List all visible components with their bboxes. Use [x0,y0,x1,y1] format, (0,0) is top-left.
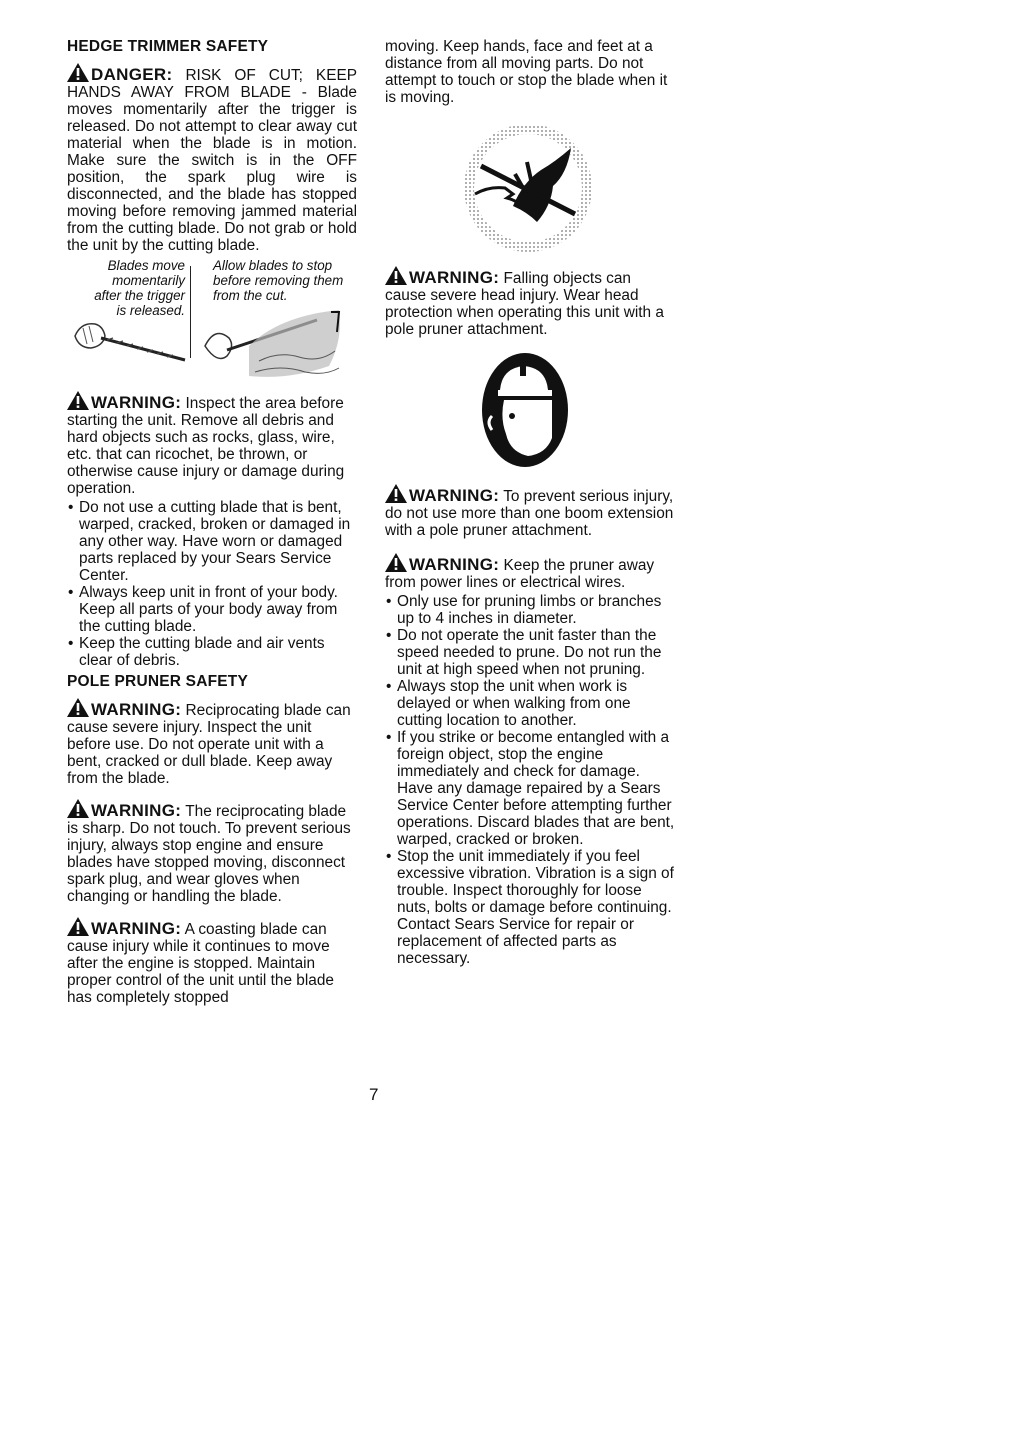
list-item: • Do not operate the unit faster than the speed needed to prune. Do not run the unit at high speed when not pruning. [385,627,675,678]
warning-signal: WARNING: [91,919,182,938]
list-item: • Always stop the unit when work is delayed or when walking from one cutting location to another. [385,678,675,729]
head-warning-block [385,266,675,338]
no-hands-prohibition-icon [453,118,603,258]
inspect-warning-block [67,391,357,497]
power-warning-block [385,553,675,591]
list-item: • Keep the cutting blade and air vents clear of debris. [67,635,357,669]
page-number: 7 [369,1085,379,1104]
head-warning-text: Falling objects can cause severe head injury. Wear head protection when operating this unit with a pole pruner attachment. [385,270,664,338]
hard-hat-icon [480,350,570,470]
alert-triangle-icon [67,63,89,82]
pole-warning-block [67,917,357,1006]
list-item: • Only use for pruning limbs or branches up to 4 inches in diameter. [385,593,675,627]
warning-signal: WARNING: [409,555,500,574]
warning-signal: WARNING: [91,801,182,820]
pole-warning-block [67,698,357,787]
no-hands-figure [385,118,675,258]
alert-triangle-icon [67,917,89,936]
continuation-text: moving. Keep hands, face and feet at a distance from all moving parts. Do not attempt to touch or stop the blade when it is moving. [385,38,668,106]
left-column [67,38,357,1018]
danger-signal: DANGER: [91,65,173,84]
figure-caption-right: Allow blades to stop before removing them from the cut. [213,258,344,303]
blade-in-hedge-illustration [199,306,349,381]
alert-triangle-icon [67,391,89,410]
list-item: • Always keep unit in front of your body. Keep all parts of your body away from the cutting blade. [67,584,357,635]
warning-signal: WARNING: [409,486,500,505]
power-warning-text: Keep the pruner away from power lines or electrical wires. [385,557,655,591]
alert-triangle-icon [67,799,89,818]
pole-pruner-heading: POLE PRUNER SAFETY [67,673,249,690]
pole-warning-text: The reciprocating blade is sharp. Do not touch. To prevent serious injury, always stop engine and ensure blades have stopped moving, disconnect spark plug, and wear gloves when changing or handling the blade. [67,803,351,905]
warning-signal: WARNING: [91,393,182,412]
pole-warning-block [67,799,357,905]
pole-warning-text: Reciprocating blade can cause severe injury. Inspect the unit before use. Do not operate unit with a bent, cracked or dull blade. Keep away from the blade. [67,702,351,787]
hand-on-trimmer-illustration [67,306,197,366]
danger-block [67,63,357,254]
alert-triangle-icon [67,698,89,717]
alert-triangle-icon [385,553,407,572]
list-item: • Stop the unit immediately if you feel excessive vibration. Vibration is a sign of trouble. Inspect thoroughly for loose nuts, bolts or damage before continuing. Contact Sears Service for repair or replacement of affected parts as necessary. [385,848,675,967]
blade-figure [67,258,357,381]
head-protection-figure [385,350,675,478]
boom-warning-block [385,484,675,539]
hedge-trimmer-heading: HEDGE TRIMMER SAFETY [67,38,269,55]
warning-signal: WARNING: [91,700,182,719]
pole-warning-text: A coasting blade can cause injury while it continues to move after the engine is stopped. Maintain proper control of the unit until the blade has completely stopped [67,921,334,1006]
list-item: • If you strike or become entangled with a foreign object, stop the engine immediately and check for damage. Have any damage repaired by a Sears Service Center before attempting further operations. Discard blades that are bent, warped, cracked or broken. [385,729,675,848]
alert-triangle-icon [385,484,407,503]
inspect-warning-text: Inspect the area before starting the unit. Remove all debris and hard objects such as rocks, glass, wire, etc. that can ricochet, be thrown, or otherwise cause injury or damage during operation. [67,395,345,497]
pruner-bullet-list [385,593,675,967]
figure-caption-left: Blades move momentarily after the trigger is released. [94,258,185,318]
boom-warning-text: To prevent serious injury, do not use more than one boom extension with a pole pruner attachment. [385,488,674,539]
warning-signal: WARNING: [409,268,500,287]
right-column [385,38,675,967]
hedge-bullet-list [67,499,357,669]
alert-triangle-icon [385,266,407,285]
danger-text: RISK OF CUT; KEEP HANDS AWAY FROM BLADE - Blade moves momentarily after the trigger is released. Do not attempt to clear away cut material when the blade is in motion. Make sure the switch is in the OFF position, the spark plug wire is disconnected, and the blade has stopped moving before removing jammed material from the cutting blade. Do not grab or hold the unit by the cutting blade. [67,67,357,254]
list-item: • Do not use a cutting blade that is bent, warped, cracked, broken or damaged in any other way. Have worn or damaged parts replaced by your Sears Service Center. [67,499,357,584]
